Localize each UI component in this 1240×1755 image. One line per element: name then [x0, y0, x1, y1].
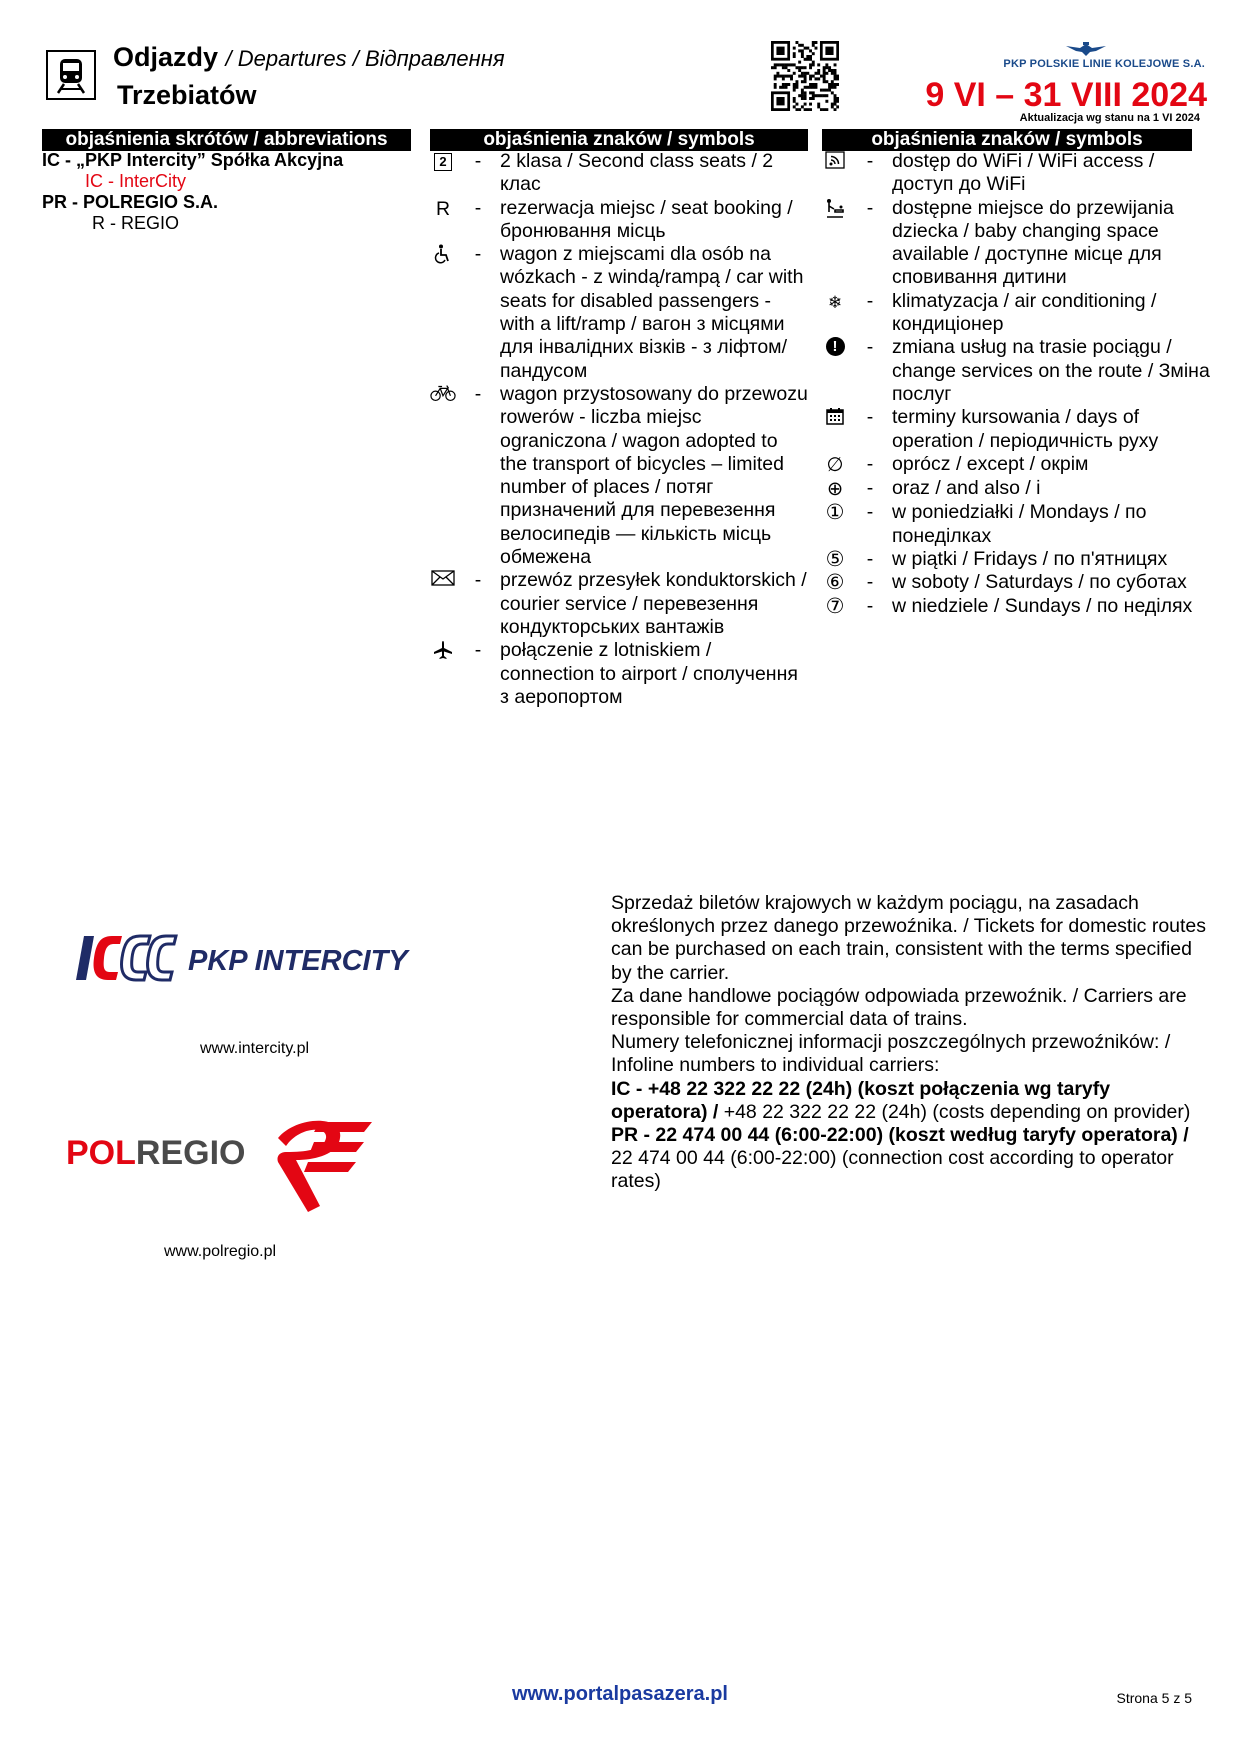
list-item: [430, 383, 808, 569]
abbreviations-heading: objaśnienia skrótów / abbreviations: [42, 129, 411, 151]
symbol-text: w niedziele / Sundays / по неділях: [892, 594, 1193, 617]
list-item: [822, 595, 1212, 618]
symbol-dash: -: [866, 501, 874, 524]
intercity-logo: [70, 930, 430, 986]
symbol-dash: -: [866, 452, 874, 475]
symbols-list-right: [822, 150, 1212, 618]
list-item: [822, 548, 1212, 571]
calendar-icon: [822, 406, 848, 453]
update-note: Aktualizacja wg stanu na 1 VI 2024: [1019, 112, 1200, 124]
symbol-text: oprócz / except / окрім: [892, 452, 1089, 475]
title-main: Odjazdy: [113, 42, 219, 72]
operator-name: PKP POLSKIE LINIE KOLEJOWE S.A.: [1003, 58, 1205, 70]
symbol-text: rezerwacja miejsc / seat booking / бронювання місць: [500, 196, 793, 242]
exclamation-icon: !: [822, 336, 848, 406]
info-ic-phone: IC - +48 22 322 22 22 (24h) (koszt połączenia wg taryfy operatora) / +48 22 322 22 22 (24h) (costs depending on provider): [611, 1077, 1191, 1123]
intercity-website[interactable]: www.intercity.pl: [200, 1040, 310, 1057]
symbol-text: wagon przystosowany do przewozu rowerów - liczba miejsc ograniczona / wagon adopted to the transport of bicycles – limited number of places / потяг призначений для перевезення велосипедів — кількість місць обмежена: [500, 382, 808, 569]
symbol-dash: -: [866, 571, 874, 594]
intercity-logo-text: PKP INTERCITY: [188, 945, 408, 977]
station-name: Trzebiatów: [117, 80, 257, 110]
reservation-icon: R: [435, 197, 451, 220]
page-number: Strona 5 z 5: [1116, 1690, 1192, 1706]
info-infoline: Numery telefonicznej informacji poszczególnych przewoźników: / Infoline numbers to individual carriers:: [611, 1031, 1171, 1077]
airplane-icon: [430, 639, 456, 709]
symbol-dash: -: [866, 150, 874, 172]
polregio-logo-text: POLREGIO: [66, 1134, 246, 1172]
list-item: [430, 243, 808, 383]
qr-code-icon: [771, 41, 839, 111]
snowflake-icon: ❄: [827, 292, 843, 312]
portal-link[interactable]: [0, 1683, 1240, 1706]
symbol-dash: -: [866, 477, 874, 500]
symbol-dash: -: [866, 196, 874, 219]
bicycle-icon: [430, 383, 456, 569]
symbol-dash: -: [474, 639, 482, 662]
symbol-dash: -: [866, 289, 874, 312]
symbol-dash: -: [474, 382, 482, 405]
symbol-text: dostępne miejsce do przewijania dziecka / baby changing space available / доступне місце для сповивання дитини: [892, 196, 1174, 289]
second-class-icon: 2: [430, 150, 456, 197]
baby-changing-icon: [822, 197, 848, 290]
list-item: [822, 197, 1212, 290]
validity-period: 9 VI – 31 VIII 2024: [925, 76, 1207, 114]
polregio-logo: [64, 1112, 374, 1222]
symbol-dash: -: [866, 406, 874, 429]
monday-icon: ①: [825, 501, 845, 525]
symbol-dash: -: [474, 150, 482, 172]
symbol-text: wagon z miejscami dla osób na wózkach - z windą/rampą / car with seats for disabled passengers - with a lift/ramp / вагон з місцями для інвалідних візків - з ліфтом/пандусом: [500, 243, 804, 382]
envelope-icon: [430, 569, 456, 639]
portal-link-text[interactable]: www.portalpasazera.pl: [512, 1683, 728, 1705]
info-pr-phone: PR - 22 474 00 44 (6:00-22:00) (koszt według taryfy operatora) / 22 474 00 44 (6:00-22:00) (connection cost according to operator rates): [611, 1124, 1189, 1193]
symbol-text: terminy kursowania / days of operation / періодичність руху: [892, 406, 1159, 452]
symbols-list-left: [430, 150, 808, 709]
train-front-icon: [46, 50, 96, 100]
symbol-text: zmiana usług na trasie pociągu / change services on the route / Зміна послуг: [892, 336, 1210, 405]
list-item: [430, 197, 808, 244]
symbol-text: w poniedziałki / Mondays / по понеділках: [892, 501, 1147, 547]
abbr-ic-intercity: IC - InterCity: [85, 171, 187, 191]
info-tickets: Sprzedaż biletów krajowych w każdym pociągu, na zasadach określonych przez danego przewoźnika. / Tickets for domestic routes can be purchased on each train, consistent with the terms specified by the carrier.: [611, 892, 1207, 984]
symbol-dash: -: [474, 569, 482, 592]
list-item: [822, 290, 1212, 337]
symbol-text: oraz / and also / і: [892, 477, 1041, 500]
symbol-dash: -: [474, 196, 482, 219]
symbol-text: połączenie z lotniskiem / connection to airport / сполучення з аеропортом: [500, 639, 798, 708]
symbol-text: klimatyzacja / air conditioning / кондиціонер: [892, 289, 1157, 336]
symbols-heading-left: objaśnienia znaków / symbols: [430, 129, 808, 151]
list-item: [822, 453, 1212, 477]
list-item: [430, 639, 808, 709]
info-commercial: Za dane handlowe pociągów odpowiada przewoźnik. / Carriers are responsible for commercial data of trains.: [611, 984, 1187, 1031]
abbr-r-regio: R - REGIO: [92, 213, 180, 233]
symbols-heading-right: objaśnienia znaków / symbols: [822, 129, 1192, 151]
symbol-text: w piątki / Fridays / по п'ятницях: [892, 548, 1168, 571]
saturday-icon: ⑥: [825, 571, 845, 595]
list-item: [822, 406, 1212, 453]
symbol-dash: -: [866, 336, 874, 359]
wifi-icon: [822, 150, 848, 197]
symbol-text: w soboty / Saturdays / по суботах: [892, 571, 1187, 594]
ticket-info: [611, 892, 1211, 1194]
sunday-icon: ⑦: [825, 594, 845, 618]
friday-icon: ⑤: [825, 548, 845, 572]
page-title: [113, 42, 505, 73]
symbol-dash: -: [866, 594, 874, 617]
title-sub: / Departures / Відправлення: [225, 46, 505, 71]
symbol-dash: -: [866, 548, 874, 571]
except-icon: ∅: [826, 453, 844, 476]
abbreviations-list: [42, 150, 343, 234]
list-item: [822, 336, 1212, 406]
polregio-website[interactable]: www.polregio.pl: [164, 1243, 277, 1260]
abbr-ic-company: IC - „PKP Intercity” Spółka Akcyjna: [42, 150, 344, 170]
list-item: [822, 150, 1212, 197]
list-item: [430, 569, 808, 639]
and-also-icon: ⊕: [826, 478, 844, 501]
symbol-text: 2 klasa / Second class seats / 2 клас: [500, 150, 774, 196]
abbr-pr-company: PR - POLREGIO S.A.: [42, 192, 219, 212]
list-item: [430, 150, 808, 197]
list-item: [822, 501, 1212, 548]
wheelchair-icon: [430, 243, 456, 383]
symbol-dash: -: [474, 243, 482, 266]
list-item: [822, 571, 1212, 594]
symbol-text: dostęp do WiFi / WiFi access / доступ до WiFi: [892, 150, 1155, 196]
list-item: [822, 477, 1212, 501]
symbol-text: przewóz przesyłek konduktorskich / courier service / перевезення кондукторських вантажів: [500, 569, 807, 638]
